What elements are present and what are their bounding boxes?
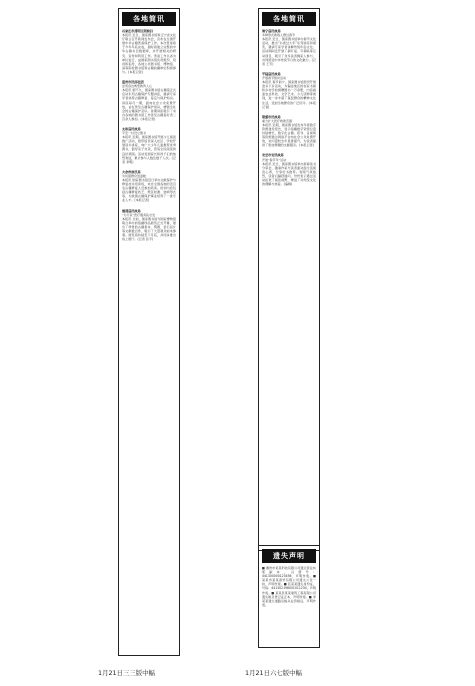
news-item-title: 大余州政民局	[122, 169, 141, 174]
lost-notice-box	[258, 545, 320, 648]
news-item-title: 婺源市民政局	[262, 114, 281, 119]
news-item-text: 本报讯 近日，国家图书馆举办新春读书分享会，邀请作家与读者面对面交流阅读心得，分享好书推荐。现场气氛热烈，读者们踊跃提问，纷纷表示通过活动拓宽了阅读视野，增进了对传统文化的理解与热爱。(编辑)	[262, 161, 316, 187]
news-item	[122, 80, 176, 121]
news-item-text: 本报讯 日前，国家图书馆与国家博物馆联合举办的馆藏珍品展览正式开幕，展出了珍贵的古籍善本、舆图、金石拓片等文献数百件，吸引了大量观众前来参观。展览将持续至下月底，并同步推出线上展厅。(记者 张平)	[122, 216, 176, 242]
news-item	[122, 127, 176, 164]
right-column-body	[259, 28, 319, 193]
left-caption: 1月21日三三版中幅	[98, 669, 155, 677]
news-item-subtitle: “为万家”医疗服务队出发	[122, 212, 156, 217]
news-item-title: 太和县民政局	[122, 126, 141, 131]
news-item	[262, 29, 316, 66]
news-item-subtitle: 平安一村设立图书	[122, 131, 147, 136]
news-item-text: 本报讯 近期，国家图书馆发布年度数字资源建设报告，显示馆藏数字资源总量持续增长，数字化古籍、报刊、音视频等资源通过网络平台向社会公众免费开放，访问量较去年显著提升，为读者提供了更加便捷的文献服务。(本报记者)	[262, 122, 316, 148]
news-item-subtitle: 开展“春节年”活动	[262, 157, 287, 162]
news-item-title: 温州市民间社团	[122, 80, 144, 85]
news-item-title: 石家庄市清明文明祭扫	[122, 29, 153, 33]
left-column-banner: 各地简讯	[122, 12, 176, 26]
notice-text: ■ 惠州市某某科技有限公司遗失营业执照副本，注册号：441300000123456，声明作废。■ 某某市某某商贸有限公司遗失公章一枚，声明作废。■ 张某某遗失身份证，号码：441302198001011234，声明作废。■ 某某县某某建筑工程有限公司遗失税务登记证正本，声明作废。■ 李某某遗失道路运输从业资格证，声明作废。	[262, 566, 316, 607]
news-item	[122, 170, 176, 203]
news-item-text: 本报讯 近日，国家图书馆和辽宁省文化厅联合召开新闻发布会，宣布在全国开展中华古籍普查保护工作。本次普查将于今年年底完成，届时将建立完整的中华古籍书目数据库，并开展相关的研究、宣传和利用工作。普查工作以省为单位进行，由国家图书馆负责组织、培训和指导，各地公共图书馆、博物馆、高等院校图书馆等古籍收藏单位积极参与。(本报记者)	[122, 33, 176, 74]
news-item-title: 德清县民政局	[122, 208, 141, 213]
notice-banner: 遗失声明	[262, 549, 316, 563]
notice-body	[259, 565, 319, 608]
news-item	[262, 72, 316, 109]
right-caption: 1月21日六七版中幅	[245, 669, 302, 677]
right-news-column	[258, 8, 320, 551]
news-item-text: 本报讯 近日，国家图书馆举办春节文化活动，推出“书香过大年”系列讲座和展览，邀请专家学者讲解传统年俗文化。活动期间还开展了猜灯谜、写春联等互动项目，吸引了众多读者携家人参与，共同感受中华传统节日的文化魅力。(记者 王芳)	[262, 37, 316, 66]
news-item	[262, 153, 316, 186]
news-item-title: 平陆县民政局	[262, 71, 281, 76]
news-item-subtitle: 为贫困群众送温暖	[122, 173, 147, 178]
right-column-banner: 各地简讯	[262, 12, 316, 26]
news-item-text: 本报讯 据不久，国家图书馆古籍馆正式启动系列古籍保护专题讲座，邀请专家学者讲授古籍修复、鉴定与保护知识。讲座每月一期，面向社会公众免费开放，旨在普及古籍保护常识，增强全社会的古籍保护意识。首期讲座吸引了来自各地的图书馆工作者及古籍爱好者二百余人参加。(本报记者)	[122, 88, 176, 121]
news-item-title: 安岳市安民政局	[262, 153, 284, 158]
news-item	[122, 209, 176, 242]
news-item-subtitle: 开展春节慰问活动	[262, 75, 287, 80]
news-item	[122, 29, 176, 74]
news-item-text: 本报讯 近期，国家图书馆开展少儿阅读推广活动，组织馆员深入社区、学校开展读书讲座，向广大少年儿童推荐优秀图书，倡导亲子共读，营造全民阅读的良好氛围。活动受到家长和孩子们的热烈欢迎，累计参与人数达数千人次。(记者 李明)	[122, 135, 176, 164]
news-item-subtitle: 重力扩大医疗救助范围	[262, 118, 293, 123]
news-item-subtitle: 多种形式助残人群过春节	[262, 33, 296, 38]
news-item-title: 海宁县民政局	[262, 29, 281, 33]
left-news-column	[118, 8, 180, 656]
news-item-text: 本报讯 国家图书馆近日举办文献保护与修复技术培训班，来自全国各地的近百名古籍修复人员参加培训。培训内容包括古籍修复技艺、纸张检测、装帧形式等，为我国古籍保护事业培养了一批专业人才。(本报记者)	[122, 178, 176, 203]
news-item-text: 本报讯 春节前夕，国家图书馆组织开展送书下乡活动，为偏远地区的农家书屋和乡村学校捐赠图书一万余册，内容涵盖农业科技、文学艺术、少儿读物等类别，进一步丰富了基层群众的精神文化生活，受到当地群众的广泛好评。(本报记者)	[262, 80, 316, 109]
left-column-body	[119, 28, 179, 248]
news-item-subtitle: 尝用身边典型教育人心	[122, 84, 153, 89]
news-item	[262, 115, 316, 148]
